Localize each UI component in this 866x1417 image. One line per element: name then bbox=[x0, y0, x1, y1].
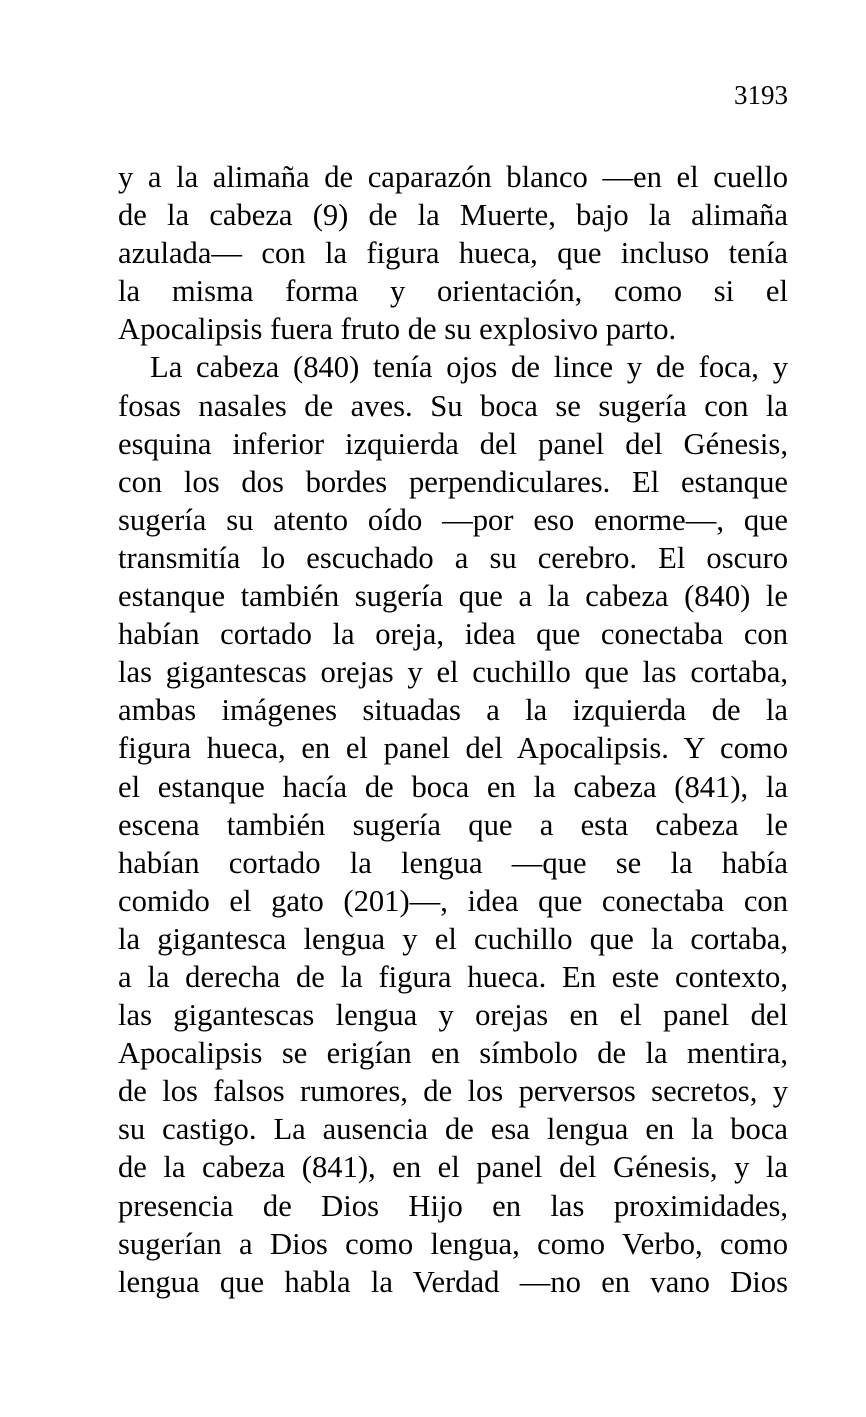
text-line: estanque también sugería que a la cabeza (840) le bbox=[118, 579, 788, 614]
text-line: la gigantesca lengua y el cuchillo que la cortaba, bbox=[118, 921, 788, 956]
text-line: figura hueca, en el panel del Apocalipsis. Y como bbox=[118, 731, 788, 766]
text-line: las gigantescas orejas y el cuchillo que las cortaba, bbox=[118, 655, 788, 690]
text-line: Apocalipsis fuera fruto de su explosivo parto. bbox=[118, 312, 677, 347]
text-line: de la cabeza (841), en el panel del Génesis, y la bbox=[118, 1150, 788, 1185]
text-line: ambas imágenes situadas a la izquierda de la bbox=[118, 693, 788, 728]
text-line: la misma forma y orientación, como si el bbox=[118, 274, 788, 309]
text-line: presencia de Dios Hijo en las proximidades, bbox=[118, 1188, 788, 1223]
text-line: esquina inferior izquierda del panel del Génesis, bbox=[118, 426, 788, 461]
text-line: lengua que habla la Verdad —no en vano Dios bbox=[118, 1264, 788, 1299]
text-line: habían cortado la lengua —que se la había bbox=[118, 845, 788, 880]
paragraph-2 bbox=[118, 348, 788, 1300]
text-line: y a la alimaña de caparazón blanco —en el cuello bbox=[118, 160, 788, 194]
text-line: fosas nasales de aves. Su boca se sugería con la bbox=[118, 388, 788, 423]
text-line: habían cortado la oreja, idea que conectaba con bbox=[118, 617, 788, 652]
text-line: de la cabeza (9) de la Muerte, bajo la alimaña bbox=[118, 198, 788, 233]
text-line: de los falsos rumores, de los perversos secretos, y bbox=[118, 1074, 788, 1109]
text-line: transmitía lo escuchado a su cerebro. El oscuro bbox=[118, 540, 788, 575]
page-number: 3193 bbox=[734, 80, 788, 110]
text-line: azulada— con la figura hueca, que incluso tenía bbox=[118, 236, 788, 271]
text-line: sugerían a Dios como lengua, como Verbo, como bbox=[118, 1226, 788, 1261]
text-line: La cabeza (840) tenía ojos de lince y de foca, y bbox=[150, 350, 788, 385]
text-line: escena también sugería que a esta cabeza le bbox=[118, 807, 788, 842]
text-line: a la derecha de la figura hueca. En este contexto, bbox=[118, 959, 788, 994]
text-line: con los dos bordes perpendiculares. El estanque bbox=[118, 464, 788, 499]
text-line: sugería su atento oído —por eso enorme—, que bbox=[118, 502, 788, 537]
text-line: el estanque hacía de boca en la cabeza (841), la bbox=[118, 769, 788, 804]
paragraph-1 bbox=[118, 158, 788, 348]
text-line: las gigantescas lengua y orejas en el panel del bbox=[118, 998, 788, 1033]
text-line: comido el gato (201)—, idea que conectaba con bbox=[118, 883, 788, 918]
text-line: Apocalipsis se erigían en símbolo de la mentira, bbox=[118, 1036, 788, 1071]
body-text bbox=[118, 158, 788, 1301]
text-line: su castigo. La ausencia de esa lengua en la boca bbox=[118, 1112, 788, 1147]
